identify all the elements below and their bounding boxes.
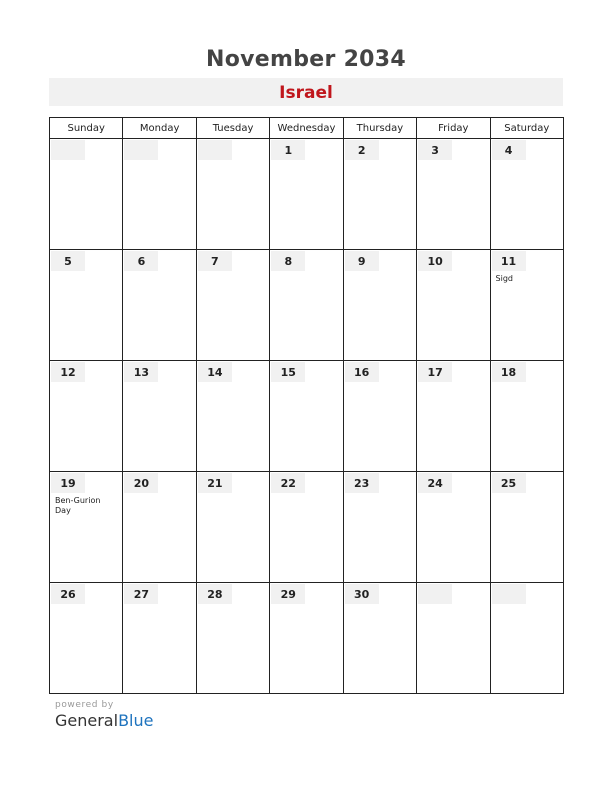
day-number: 9: [345, 251, 379, 271]
country-banner: [49, 78, 563, 106]
day-cell: [123, 472, 196, 583]
day-number: 23: [345, 473, 379, 493]
day-number: 25: [492, 473, 526, 493]
day-number: 28: [198, 584, 232, 604]
day-cell: [417, 139, 490, 250]
day-number: 10: [418, 251, 452, 271]
weekday-header: Monday: [123, 118, 196, 139]
day-number: 26: [51, 584, 85, 604]
weekday-header-row: [50, 118, 564, 139]
day-cell: [123, 139, 196, 250]
week-row: [50, 139, 564, 250]
day-cell: [343, 472, 416, 583]
day-cell: [490, 250, 563, 361]
day-number: 30: [345, 584, 379, 604]
day-cell: [50, 361, 123, 472]
day-number: [51, 140, 85, 160]
day-cell: [417, 472, 490, 583]
day-cell: [490, 361, 563, 472]
weekday-header: Tuesday: [196, 118, 269, 139]
page-title: November 2034: [205, 47, 407, 72]
day-cell: [196, 250, 269, 361]
week-row: [50, 361, 564, 472]
day-cell: [343, 250, 416, 361]
day-cell: [123, 583, 196, 694]
day-number: 16: [345, 362, 379, 382]
day-number: 11: [492, 251, 526, 271]
day-cell: [50, 139, 123, 250]
day-cell: [196, 361, 269, 472]
holiday-label: Sigd: [495, 274, 513, 283]
day-number: 27: [124, 584, 158, 604]
day-cell: [270, 472, 343, 583]
day-number: 5: [51, 251, 85, 271]
holiday-label: Ben-Gurion Day: [55, 496, 101, 515]
day-cell: [343, 139, 416, 250]
day-number: 1: [271, 140, 305, 160]
day-cell: [490, 583, 563, 694]
day-cell: [50, 583, 123, 694]
day-cell: [417, 583, 490, 694]
calendar-grid: [49, 117, 564, 694]
week-row: [50, 250, 564, 361]
weekday-header: Friday: [417, 118, 490, 139]
weekday-header: Sunday: [50, 118, 123, 139]
day-number: 4: [492, 140, 526, 160]
day-cell: [123, 361, 196, 472]
day-cell: [490, 139, 563, 250]
day-cell: [343, 583, 416, 694]
day-cell: [50, 250, 123, 361]
day-number: [198, 140, 232, 160]
day-cell: [490, 472, 563, 583]
day-cell: [196, 583, 269, 694]
generalblue-logo[interactable]: [55, 711, 153, 730]
day-number: [492, 584, 526, 604]
day-number: 20: [124, 473, 158, 493]
day-number: 29: [271, 584, 305, 604]
day-number: [418, 584, 452, 604]
day-cell: [50, 472, 123, 583]
day-number: 6: [124, 251, 158, 271]
day-number: 12: [51, 362, 85, 382]
day-number: 13: [124, 362, 158, 382]
day-number: 22: [271, 473, 305, 493]
day-number: 2: [345, 140, 379, 160]
day-cell: [270, 250, 343, 361]
day-number: 21: [198, 473, 232, 493]
day-cell: [196, 139, 269, 250]
week-row: [50, 583, 564, 694]
brand-name-part1: General: [55, 711, 119, 730]
day-cell: [123, 250, 196, 361]
day-cell: [417, 250, 490, 361]
day-cell: [343, 361, 416, 472]
weekday-header: Saturday: [490, 118, 563, 139]
powered-by-label: powered by: [55, 700, 114, 710]
weekday-header: Thursday: [343, 118, 416, 139]
day-cell: [270, 361, 343, 472]
day-cell: [270, 583, 343, 694]
day-number: [124, 140, 158, 160]
day-number: 3: [418, 140, 452, 160]
day-number: 24: [418, 473, 452, 493]
day-number: 18: [492, 362, 526, 382]
day-number: 17: [418, 362, 452, 382]
day-cell: [196, 472, 269, 583]
brand-name-part2: Blue: [118, 711, 154, 730]
day-cell: [417, 361, 490, 472]
day-number: 14: [198, 362, 232, 382]
day-number: 8: [271, 251, 305, 271]
footer-branding: [55, 700, 153, 730]
day-number: 19: [51, 473, 85, 493]
weekday-header: Wednesday: [270, 118, 343, 139]
day-number: 7: [198, 251, 232, 271]
week-row: [50, 472, 564, 583]
day-number: 15: [271, 362, 305, 382]
country-name: Israel: [279, 83, 333, 103]
day-cell: [270, 139, 343, 250]
